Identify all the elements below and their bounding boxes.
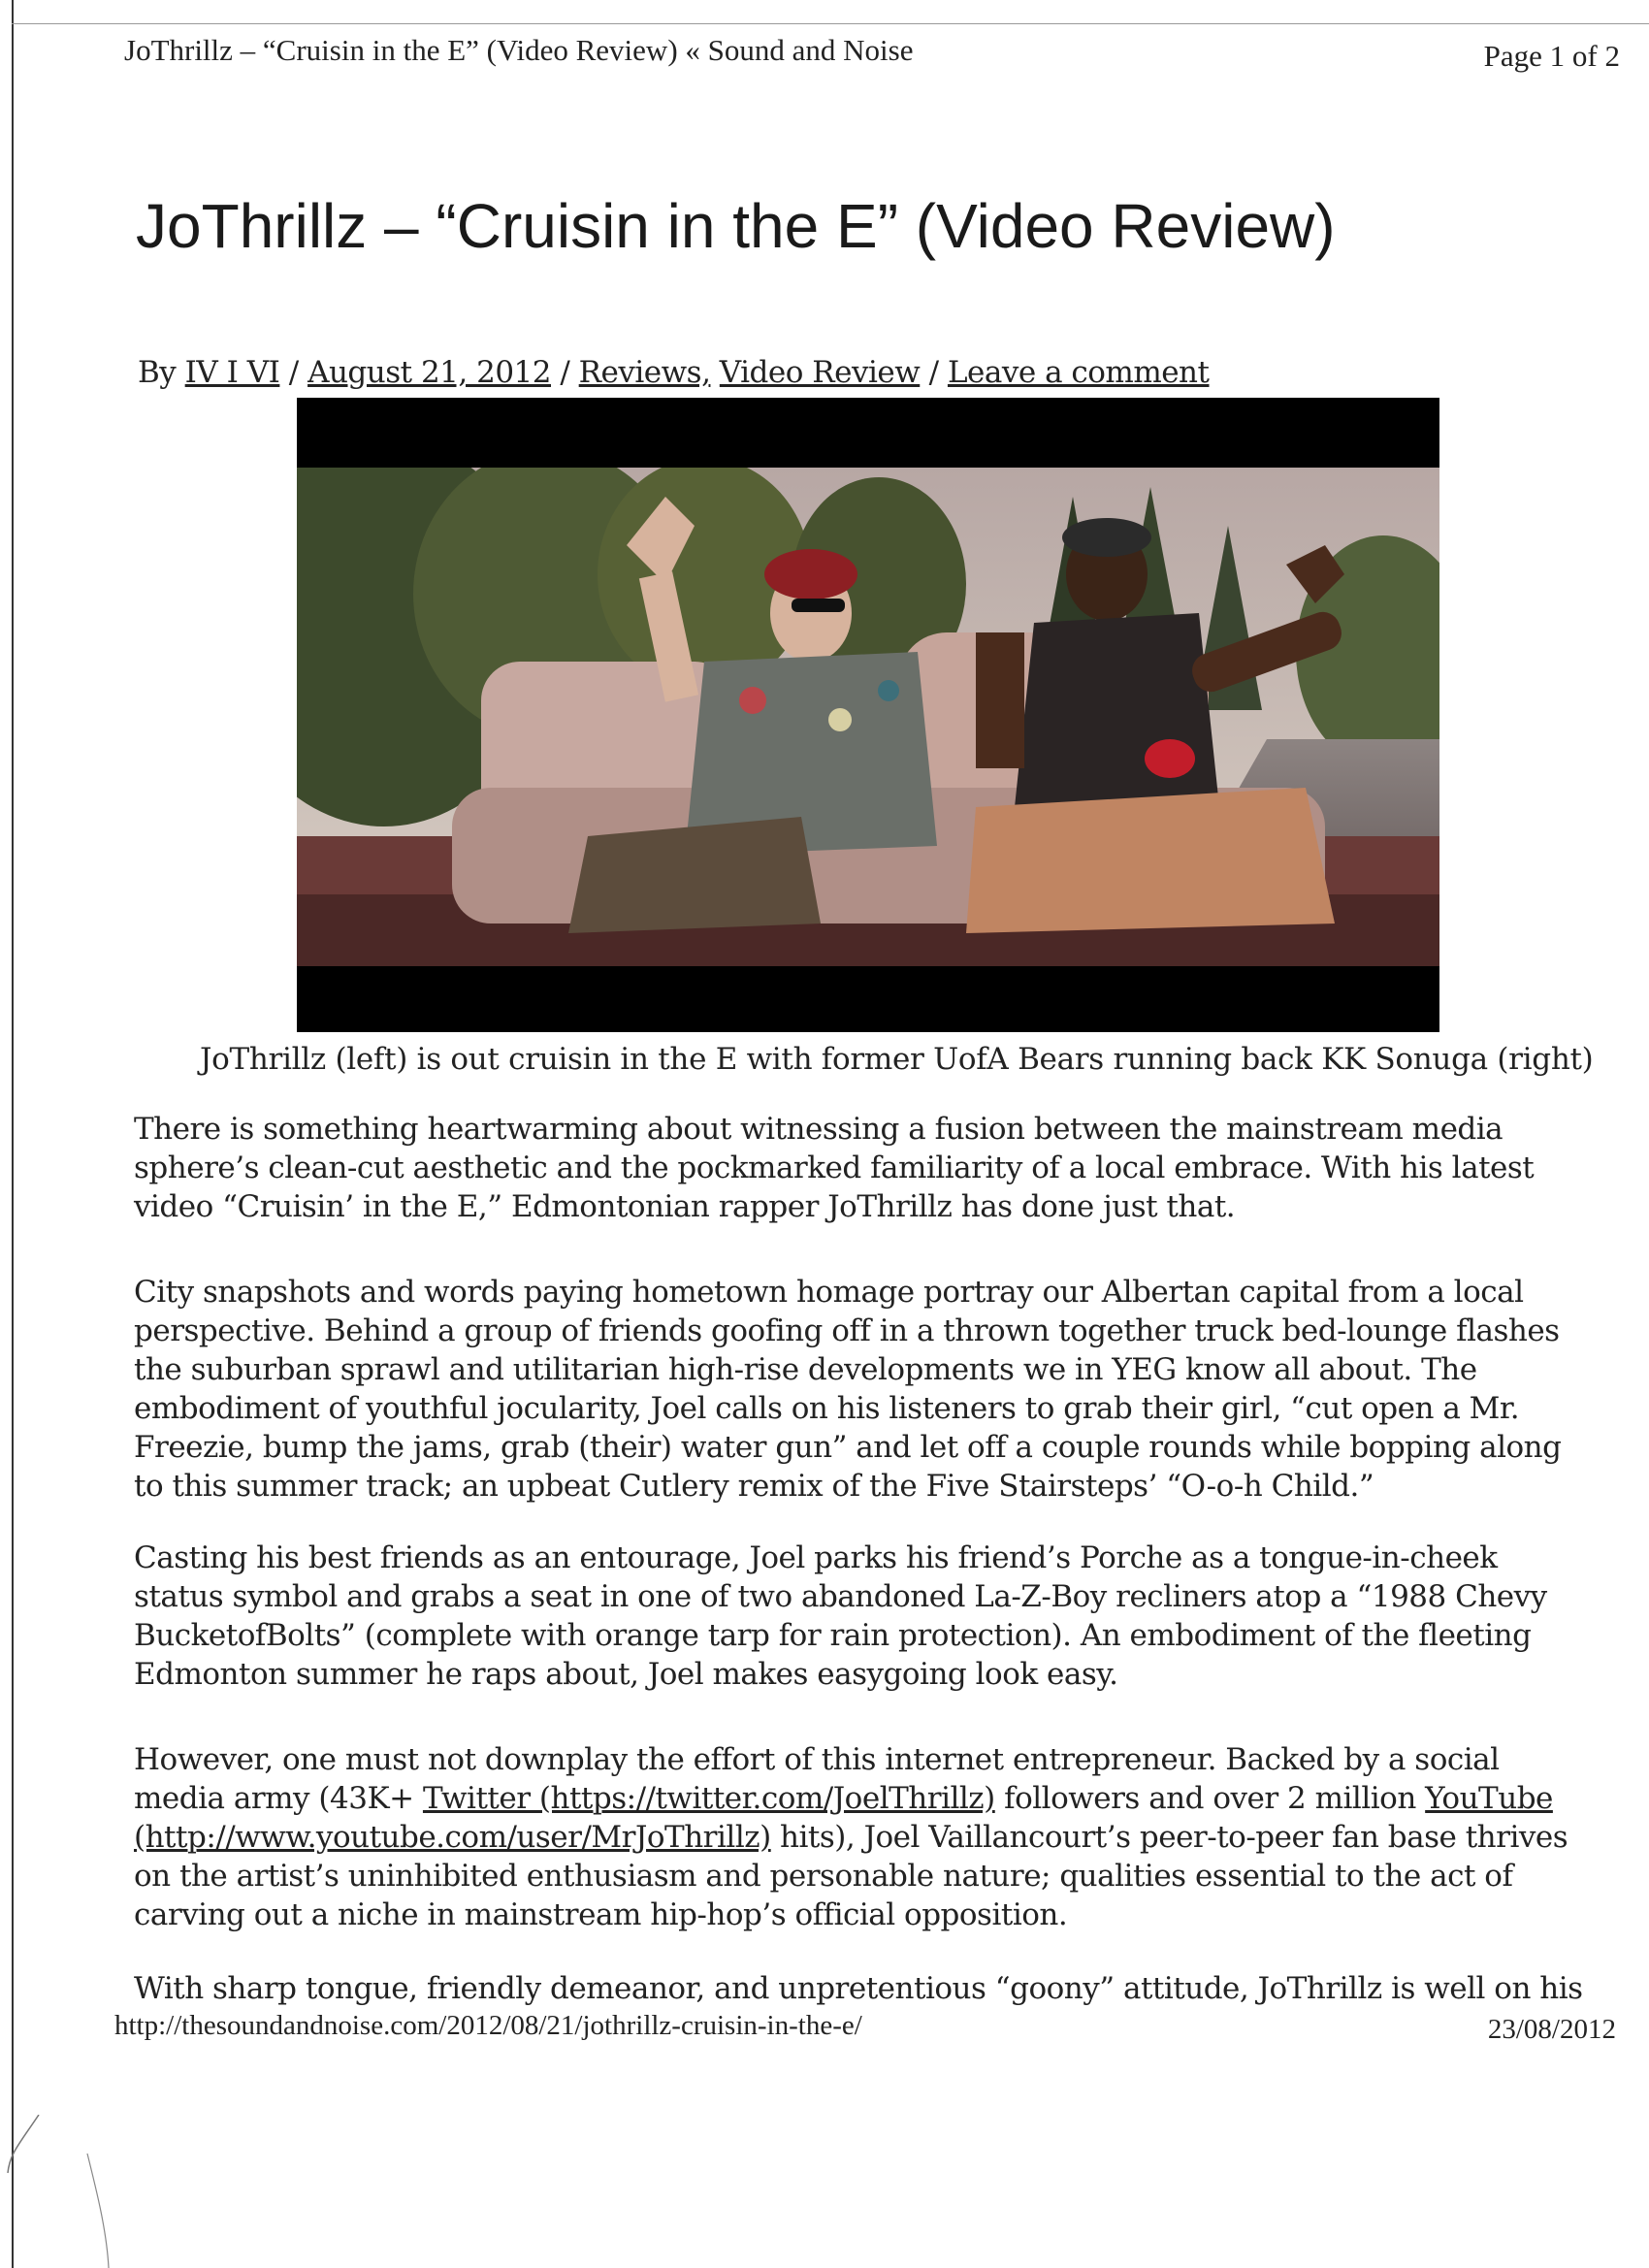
browser-title: JoThrillz – “Cruisin in the E” (Video Review) « Sound and Noise bbox=[124, 33, 914, 67]
paragraph-4-text: However, one must not downplay the effort of this internet entrepreneur. Backed by a social media army (43K+ bbox=[134, 1742, 1500, 1816]
header-rule bbox=[12, 23, 1649, 24]
paragraph-4-text: followers and over 2 million bbox=[994, 1781, 1426, 1816]
paragraph-1: There is something heartwarming about witnessing a fusion between the mainstream media sphere’s clean-cut aesthetic and the pockmarked familiarity of a local embrace. With his latest video “Cruisin’ in the E,” Edmontonian rapper JoThrillz has done just that. bbox=[134, 1112, 1535, 1224]
footer-date: 23/08/2012 bbox=[1487, 2014, 1616, 2045]
page-count: Page 1 of 2 bbox=[1483, 39, 1620, 73]
footer-url: http://thesoundandnoise.com/2012/08/21/jothrillz-cruisin-in-the-e/ bbox=[114, 2010, 862, 2041]
twitter-link[interactable]: Twitter (https://twitter.com/JoelThrillz) bbox=[422, 1781, 995, 1816]
paragraph-4-text: hits), Joel Vaillancourt’s peer-to-peer fan base thrives on the artist’s uninhibited enthusiasm and personable nature; qualities essential to the act of carving out a niche in mainstream hip-hop’s official opposition. bbox=[134, 1820, 1568, 1932]
byline bbox=[138, 355, 1210, 390]
leave-comment-link[interactable]: Leave a comment bbox=[947, 355, 1210, 390]
paragraph-4 bbox=[134, 1740, 1589, 1934]
byline-separator: / bbox=[288, 355, 299, 390]
article-title: JoThrillz – “Cruisin in the E” (Video Review) bbox=[136, 191, 1336, 261]
byline-separator: / bbox=[560, 355, 570, 390]
category-link-reviews[interactable]: Reviews, bbox=[578, 355, 711, 390]
photo-illustration bbox=[297, 468, 1439, 966]
category-link-video-review[interactable]: Video Review bbox=[719, 355, 921, 390]
byline-separator: / bbox=[928, 355, 939, 390]
date-link[interactable]: August 21, 2012 bbox=[307, 355, 551, 390]
video-frame bbox=[297, 468, 1439, 966]
paragraph-2: City snapshots and words paying hometown homage portray our Albertan capital from a local perspective. Behind a group of friends goofing off in a thrown together truck bed-lounge flashes the suburban sprawl and utilitarian high-rise developments we in YEG know all about. The embodiment of youthful jocularity, Joel calls on his listeners to grab their girl, “cut open a Mr. Freezie, bump the jams, grab (their) water gun” and let off a couple rounds while bopping along to this summer track; an upbeat Cutlery remix of the Five Stairsteps’ “O-o-h Child.” bbox=[134, 1275, 1562, 1504]
paragraph-3: Casting his best friends as an entourage, Joel parks his friend’s Porche as a tongue-in-cheek status symbol and grabs a seat in one of two abandoned La-Z-Boy recliners atop a “1988 Chevy BucketofBolts” (complete with orange tarp for rain protection). An embodiment of the fleeting Edmonton summer he raps about, Joel makes easygoing look easy. bbox=[134, 1540, 1547, 1692]
image-caption: JoThrillz (left) is out cruisin in the E with former UofA Bears running back KK Sonuga (right) bbox=[200, 1042, 1594, 1077]
youtube-link[interactable]: YouTube (http://www.youtube.com/user/MrJoThrillz) bbox=[134, 1781, 1553, 1855]
byline-prefix: By bbox=[138, 355, 177, 390]
video-still-image bbox=[297, 398, 1439, 1032]
page-edge bbox=[12, 0, 14, 2268]
paragraph-5: With sharp tongue, friendly demeanor, and unpretentious “goony” attitude, JoThrillz is well on his bbox=[134, 1971, 1583, 2006]
pen-mark bbox=[0, 2115, 136, 2268]
author-link[interactable]: IV I VI bbox=[184, 355, 280, 390]
